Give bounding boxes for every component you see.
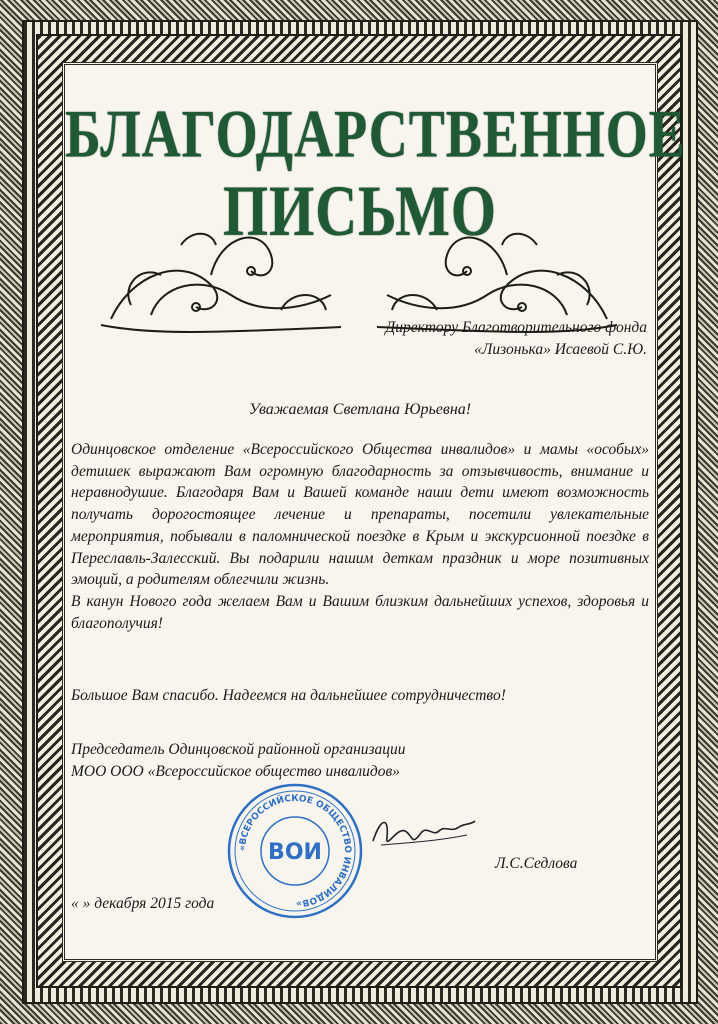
title-line-1: БЛАГОДАРСТВЕННОЕ: [65, 96, 686, 172]
body-paragraph-2: В канун Нового года желаем Вам и Вашим близким дальнейших успехов, здоровья и благополучия!: [71, 592, 649, 632]
title-line-2: ПИСЬМО: [223, 169, 497, 252]
body-paragraph-1: Одинцовское отделение «Всероссийского Общества инвалидов» и мамы «особых» детишек выражают Вам огромную благодарность за отзывчивость, внимание и неравнодушие. Благодаря Вам и Вашей команде наши дети имеют возможность получать дорогостоящее лечение и препараты, посетили увлекательные мероприятия, побывали в паломнической поездке в Крым и экскурсионной поездке в Переславль-Залесский. Вы подарили нашим деткам праздник и море позитивных эмоций, а родителям облегчили жизнь.: [71, 441, 649, 589]
signatory-block: [71, 739, 406, 783]
addressee-block: [385, 317, 647, 361]
signatory-line-1: Председатель Одинцовской районной организации: [71, 741, 406, 758]
thanks-line: Большое Вам спасибо. Надеемся на дальнейшее сотрудничество!: [71, 687, 506, 704]
signature-icon: [367, 807, 477, 857]
ornament-left-icon: [91, 215, 351, 345]
stamp-ring-text: «ВСЕРОССИЙСКОЕ ОБЩЕСТВО ИНВАЛИДОВ»: [237, 793, 353, 909]
greeting: Уважаемая Светлана Юрьевна!: [248, 401, 472, 418]
letter-body: [71, 439, 649, 634]
stamp-icon: [225, 781, 365, 921]
addressee-line-2: «Лизонька» Исаевой С.Ю.: [474, 341, 647, 358]
stamp-emblem: ВОИ: [268, 840, 322, 865]
letter-date: « » декабря 2015 года: [71, 895, 215, 912]
signatory-line-2: МОО ООО «Всероссийское общество инвалидов»: [71, 763, 400, 780]
addressee-line-1: Директору Благотворительного фонда: [385, 319, 647, 336]
signatory-name: Л.С.Седлова: [495, 855, 578, 872]
letter-paper: [62, 62, 686, 962]
